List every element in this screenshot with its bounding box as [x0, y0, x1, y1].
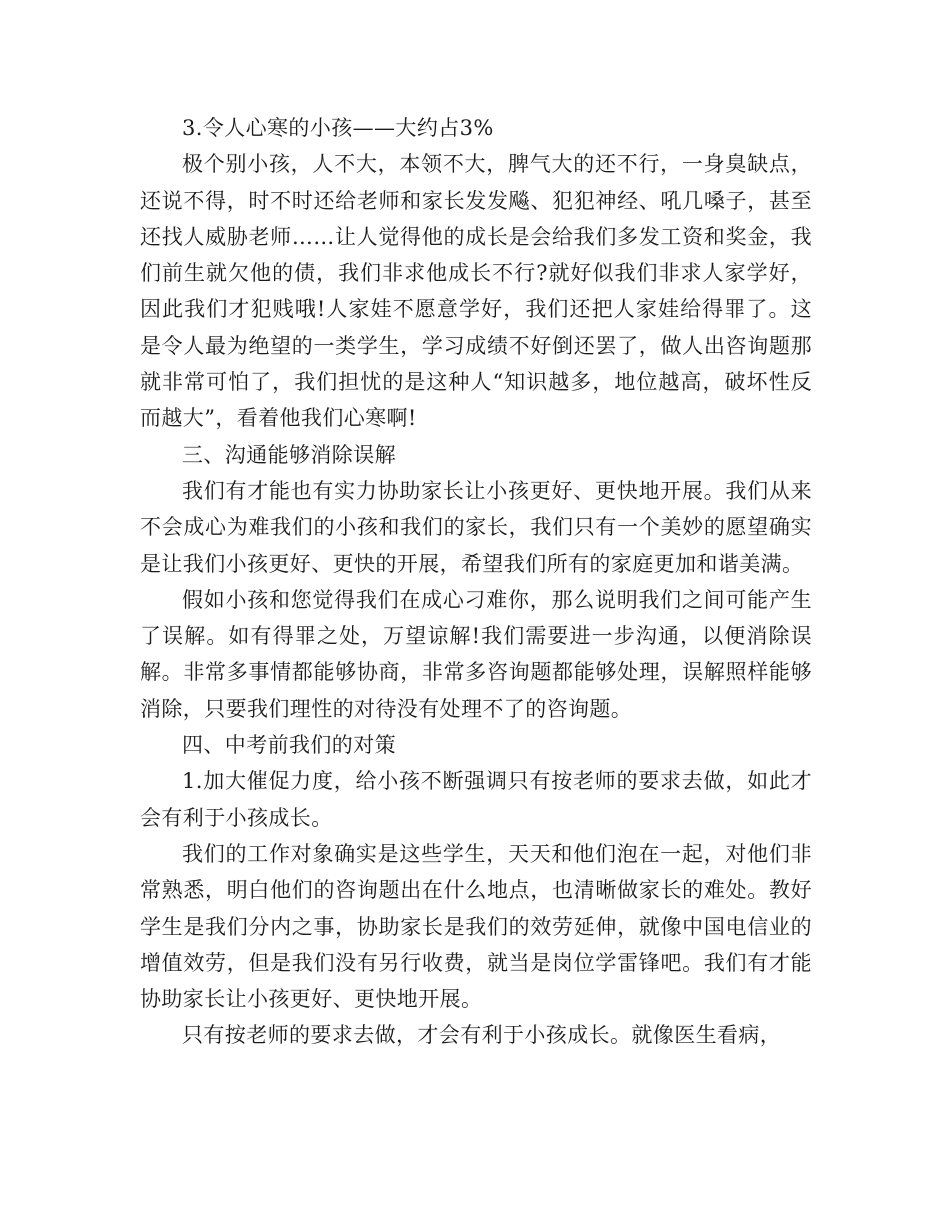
body-paragraph: 假如小孩和您觉得我们在成心刁难你，那么说明我们之间可能产生了误解。如有得罪之处，万望谅解!我们需要进一步沟通，以便消除误解。非常多事情都能够协商，非常多咨询题都能够处理，误解照样能够消除，只要我们理性的对待没有处理不了的咨询题。 — [140, 587, 812, 721]
document-body — [140, 110, 812, 1054]
body-paragraph: 我们有才能也有实力协助家长让小孩更好、更快地开展。我们从来不会成心为难我们的小孩和我们的家长，我们只有一个美妙的愿望确实是让我们小孩更好、更快的开展，希望我们所有的家庭更加和谐美满。 — [140, 478, 812, 576]
body-paragraph: 只有按老师的要求去做，才会有利于小孩成长。就像医生看病， — [182, 1023, 782, 1048]
body-paragraph: 我们的工作对象确实是这些学生，天天和他们泡在一起，对他们非常熟悉，明白他们的咨询题出在什么地点，也清晰做家长的难处。教好学生是我们分内之事，协助家长是我们的效劳延伸，就像中国电信业的增值效劳，但是我们没有另行收费，就当是岗位学雷锋吧。我们有才能协助家长让小孩更好、更快地开展。 — [140, 841, 812, 1012]
heading-chilling-children: 3.令人心寒的小孩——大约占3% — [182, 116, 494, 140]
body-paragraph: 极个别小孩，人不大，本领不大，脾气大的还不行，一身臭缺点，还说不得，时不时还给老师和家长发发飚、犯犯神经、吼几嗓子，甚至还找人威胁老师……让人觉得他的成长是会给我们多发工资和奖金，我们前生就欠他的债，我们非求他成长不行?就好似我们非求人家学好，因此我们才犯贱哦!人家娃不愿意学好，我们还把人家娃给得罪了。这是令人最为绝望的一类学生，学习成绩不好倒还罢了，做人出咨询题那就非常可怕了，我们担忧的是这种人“知识越多，地位越高，破坏性反而越大”，看着他我们心寒啊! — [140, 152, 812, 431]
list-item-1: 1.加大催促力度，给小孩不断强调只有按老师的要求去做，如此才会有利于小孩成长。 — [140, 769, 812, 830]
section-heading-communication: 三、沟通能够消除误解 — [182, 442, 396, 467]
section-heading-strategy: 四、中考前我们的对策 — [182, 733, 396, 758]
